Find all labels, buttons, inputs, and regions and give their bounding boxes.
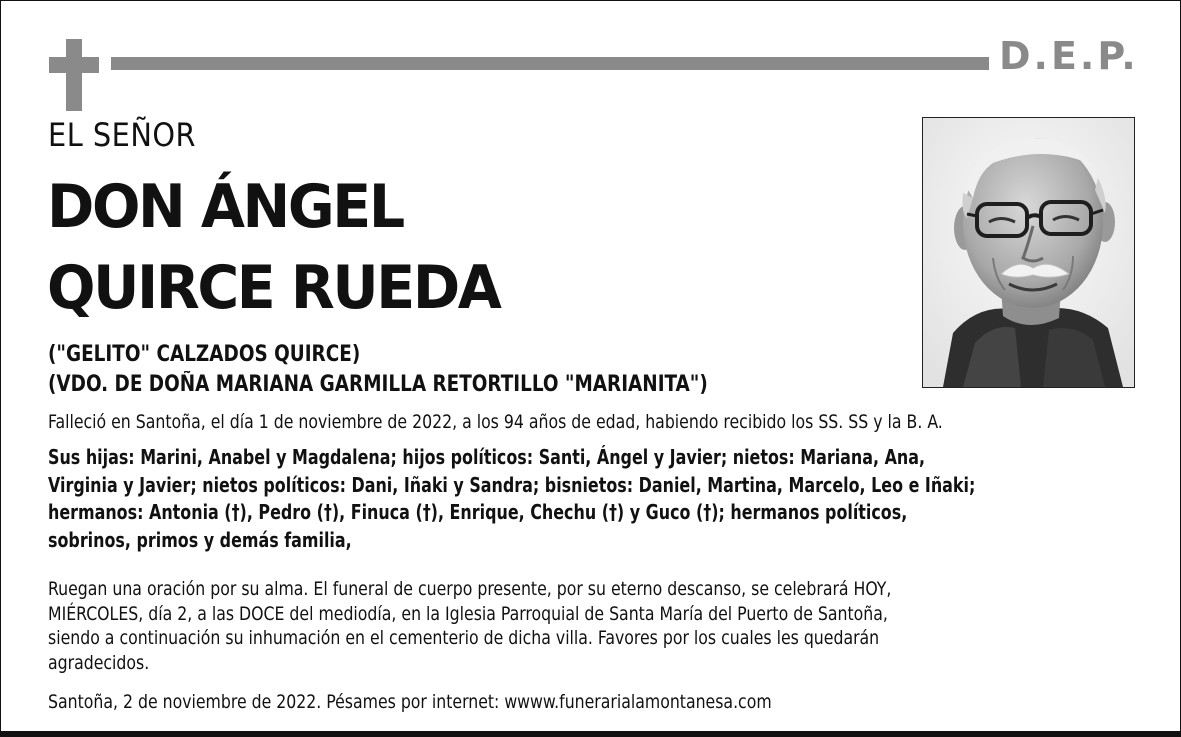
closing-line: Santoña, 2 de noviembre de 2022. Pésames por internet: wwww.funerarialamontanesa.com [48,691,772,713]
funeral-details [48,577,891,675]
family-list [48,444,975,554]
family-line: Virginia y Javier; nietos políticos: Dani, Iñaki y Sandra; bisnietos: Daniel, Martina, Marcelo, Leo e Iñaki; [48,472,976,497]
death-notice-text: Falleció en Santoña, el día 1 de noviembre de 2022, a los 94 años de edad, habiendo recibido los SS. SS y la B. A. [48,411,943,433]
funeral-line: MIÉRCOLES, día 2, a las DOCE del mediodía, en la Iglesia Parroquial de Santa María del Puerto de Santoña, [48,602,888,625]
family-line: sobrinos, primos y demás familia, [48,527,352,552]
deceased-name-line-1: DON ÁNGEL [47,172,403,242]
portrait-photo [922,117,1135,388]
header-rule [111,57,989,70]
deceased-name-line-2: QUIRCE RUEDA [47,253,500,323]
alias-nickname: ("GELITO" CALZADOS QUIRCE) [48,342,361,367]
funeral-line: siendo a continuación su inhumación en el cementerio de dicha villa. Favores por los cuales les quedarán [48,627,880,649]
funeral-line: Ruegan una oración por su alma. El funeral de cuerpo presente, por su eterno descanso, se celebrará HOY, [48,578,892,600]
family-line: Sus hijas: Marini, Anabel y Magdalena; hijos políticos: Santi, Ángel y Javier; nietos: Mariana, Ana, [48,445,926,469]
family-line: hermanos: Antonia (†), Pedro (†), Finuca (†), Enrique, Chechu (†) y Guco (†); hermanos políticos, [48,500,908,524]
honorific: EL SEÑOR [48,116,197,154]
dep-label: D.E.P. [999,34,1139,78]
funeral-line: agradecidos. [48,651,150,674]
alias-widower: (VDO. DE DOÑA MARIANA GARMILLA RETORTILLO "MARIANITA") [48,372,708,397]
cross-icon [49,39,99,111]
